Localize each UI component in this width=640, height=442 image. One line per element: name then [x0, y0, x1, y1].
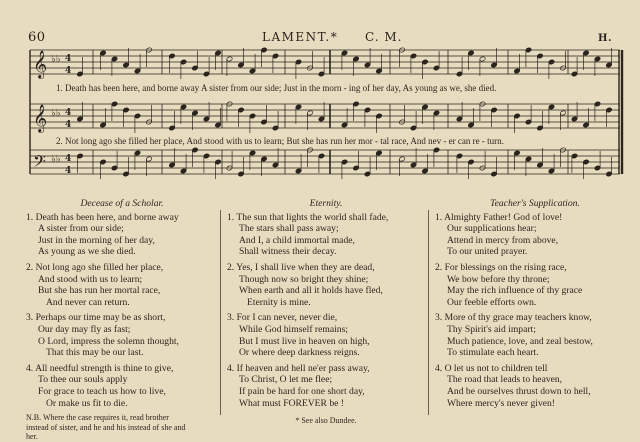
- verse-line: 3. For I can never, never die,: [227, 312, 338, 324]
- staff-bass: [30, 150, 620, 174]
- column-divider: [220, 210, 221, 415]
- verse-line: Eternity is mine.: [247, 296, 311, 308]
- verse-line: 2. For blessings on the rising race,: [435, 261, 567, 273]
- tune-title: LAMENT.*: [262, 30, 339, 44]
- footnote: [26, 413, 218, 442]
- verse-line: But I must live in heaven on high,: [239, 335, 370, 347]
- verse-line: The road that leads to heaven,: [447, 374, 563, 386]
- stanza: [26, 312, 218, 358]
- stanza: [26, 212, 218, 258]
- verse-line: Our supplications hear;: [447, 223, 537, 235]
- verse-line: 4. All needful strength is thine to give,: [26, 362, 174, 374]
- time-signature: 4: [65, 54, 72, 64]
- verse-line: The stars shall pass away;: [239, 223, 339, 235]
- svg-text:4: 4: [65, 66, 72, 76]
- verse-line: 3. More of thy grace may teachers know,: [435, 312, 592, 324]
- verse-line: That this may be our last.: [46, 347, 144, 359]
- verse-line: And never can return.: [46, 296, 130, 308]
- footnote-line: her.: [26, 432, 38, 442]
- treble-clef-icon: 𝄞: [33, 50, 48, 78]
- verse-line: Or where deep darkness reigns.: [239, 347, 360, 359]
- staff-treble-2: [30, 104, 620, 128]
- verse-line: 2. Not long ago she filled her place,: [26, 261, 164, 273]
- music-score: [0, 0, 640, 190]
- verse-line: 4. O let us not to children tell: [435, 362, 548, 374]
- verse-line: Our day may fly as fast;: [38, 323, 131, 335]
- flat-icon: ♭♭: [51, 154, 61, 165]
- verse-line: Thy Spirit's aid impart;: [447, 323, 536, 335]
- verse-line: As young as we she died.: [38, 246, 136, 258]
- stanza: [435, 312, 635, 358]
- stanza: [227, 262, 425, 308]
- verse-line: While God himself remains;: [239, 323, 348, 335]
- page-number: 60: [28, 30, 46, 45]
- bass-clef-icon: 𝄢: [33, 151, 46, 175]
- verse-line: 1. The sun that lights the world shall fade,: [227, 211, 389, 223]
- verse-line: Though now so bright they shine;: [239, 273, 369, 285]
- stanza: [26, 262, 218, 308]
- verse-line: If pain be hard for one short day,: [239, 385, 365, 397]
- column-divider: [428, 210, 429, 415]
- verse-line: To our united prayer.: [447, 246, 528, 258]
- verse-line: But she has run her mortal race,: [38, 285, 161, 297]
- tune-meter: C. M.: [365, 30, 403, 44]
- verse-line: Where mercy's never given!: [447, 397, 556, 409]
- stanza: [227, 312, 425, 358]
- verse-line: 1. Almighty Father! God of love!: [435, 211, 563, 223]
- verse-line: And stood with us to learn;: [38, 273, 143, 285]
- verse-line: What must FOREVER be !: [239, 397, 344, 409]
- hymn-column-3: [435, 198, 635, 409]
- verse-line: And I, a child immortal made,: [239, 234, 355, 246]
- verse-line: Much patience, love, and zeal bestow,: [447, 335, 593, 347]
- verse-line: To stimulate each heart.: [447, 347, 539, 359]
- author-mark: H.: [598, 33, 612, 44]
- stanza: [435, 212, 635, 258]
- staff-treble-1: [30, 50, 620, 74]
- footnote-line: instead of sister, and he and his instead of she and: [26, 422, 186, 432]
- staff-lyric-verse-1: 1. Death has been here, and borne away A sister from our side; Just in the morn - ing of her day, As young as we, she died.: [56, 83, 497, 93]
- svg-text:4: 4: [65, 154, 72, 164]
- verse-line: Our feeble efforts own.: [447, 296, 537, 308]
- treble-clef-icon: 𝄞: [33, 104, 48, 132]
- verse-line: Shall witness their decay.: [239, 246, 337, 258]
- svg-text:4: 4: [65, 120, 72, 130]
- hymn-column-1: [26, 198, 218, 442]
- see-also-note: * See also Dundee.: [295, 416, 357, 426]
- verse-line: For grace to teach us how to live,: [38, 385, 166, 397]
- verse-line: To thee our souls apply: [38, 374, 128, 386]
- verse-line: When earth and all it holds have fled,: [239, 285, 383, 297]
- verse-line: We bow before thy throne;: [447, 273, 550, 285]
- stanza: [227, 212, 425, 258]
- staff-lyric-verse-2: 2. Not long ago she filled her place, And stood with us to learn; But she has run her mor - tal race, And nev - er can re - turn.: [56, 136, 504, 146]
- verse-line: 4. If heaven and hell ne'er pass away,: [227, 362, 370, 374]
- verse-line: A sister from our side;: [38, 223, 124, 235]
- verse-line: And be ourselves thrust down to hell,: [447, 385, 591, 397]
- verse-line: May the rich influence of thy grace: [447, 285, 583, 297]
- verse-line: To Christ, O let me flee;: [239, 374, 333, 386]
- stanza: [26, 363, 218, 409]
- stanza: [435, 262, 635, 308]
- footnote-line: N.B. Where the case requires it, read brother: [26, 413, 169, 423]
- svg-text:4: 4: [65, 166, 72, 176]
- flat-icon: ♭♭: [51, 108, 61, 119]
- verse-line: 2. Yes, I shall live when they are dead,: [227, 261, 375, 273]
- verse-line: O Lord, impress the solemn thought,: [38, 335, 179, 347]
- stanza: [435, 363, 635, 409]
- hymn-heading: Decease of a Scholar.: [80, 198, 164, 209]
- stanza: [227, 363, 425, 409]
- verse-line: Just in the morning of her day,: [38, 234, 155, 246]
- hymn-heading: Teacher's Supplication.: [490, 198, 580, 209]
- verse-line: 3. Perhaps our time may be as short,: [26, 312, 166, 324]
- verse-line: 1. Death has been here, and borne away: [26, 211, 179, 223]
- verse-line: Or make us fit to die.: [46, 397, 128, 409]
- hymn-heading: Eternity.: [309, 198, 343, 209]
- hymn-column-2: [227, 198, 425, 427]
- svg-text:4: 4: [65, 108, 72, 118]
- verse-line: Attend in mercy from above,: [447, 234, 559, 246]
- flat-icon: ♭♭: [51, 54, 61, 65]
